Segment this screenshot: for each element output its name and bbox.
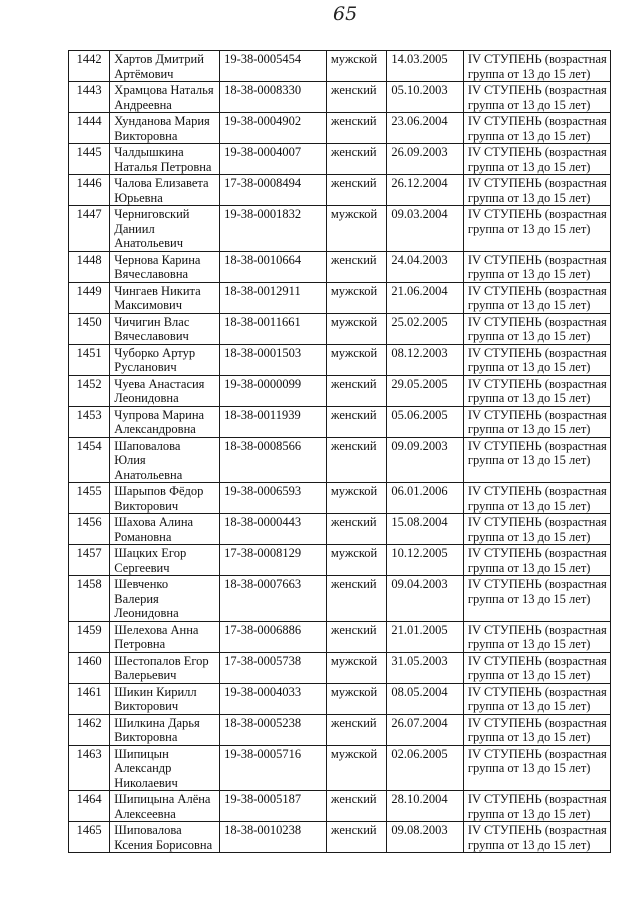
name-line: Шарыпов Фёдор [114,484,204,498]
birth-date-cell: 28.10.2004 [387,791,464,822]
level-line: IV СТУПЕНЬ (возрастная [467,653,607,668]
gender-cell: мужской [326,745,386,791]
name-line: Хунданова Мария [114,114,210,128]
level-line: группа от 13 до 15 лет) [467,221,591,236]
row-number-cell: 1452 [69,375,110,406]
level-line: IV СТУПЕНЬ (возрастная [467,823,607,837]
birth-date-cell: 09.08.2003 [387,822,464,853]
name-line: Викторович [114,699,179,713]
level-line: группа от 13 до 15 лет) [467,453,591,467]
gender-cell: женский [326,251,386,282]
name-line: Викторовна [114,730,178,744]
participants-table [68,50,611,853]
id-code-cell: 19-38-0004902 [220,113,327,144]
full-name-cell [110,206,220,252]
name-line: Шестопалов Егор [114,653,209,668]
name-line: Викторовна [114,128,178,143]
level-line: IV СТУПЕНЬ (возрастная [467,176,607,190]
level-cell [463,406,610,437]
name-line: Александр [114,761,172,775]
gender-cell: мужской [326,652,386,683]
name-line: Анатольевна [114,467,183,482]
name-line: Викторович [114,498,179,513]
name-line: Чуева Анастасия [114,376,205,391]
gender-cell: мужской [326,206,386,252]
level-cell [463,51,610,82]
row-number-cell: 1449 [69,282,110,313]
name-line: Артёмович [114,66,174,81]
level-line: IV СТУПЕНЬ (возрастная [467,376,607,391]
level-line: IV СТУПЕНЬ (возрастная [467,622,607,637]
birth-date-cell: 10.12.2005 [387,545,464,576]
id-code-cell: 19-38-0005454 [220,51,327,82]
table-row [69,82,611,113]
id-code-cell: 18-38-0011661 [220,313,327,344]
level-cell [463,82,610,113]
name-line: Чингаев Никита [114,283,201,298]
table-row [69,206,611,252]
level-cell [463,437,610,483]
name-line: Леонидовна [114,606,179,620]
name-line: Шевченко [114,577,169,591]
table-row [69,745,611,791]
birth-date-cell: 26.09.2003 [387,144,464,175]
level-cell [463,483,610,514]
row-number-cell: 1460 [69,652,110,683]
name-line: Шаповалова [114,438,181,453]
name-line: Русланович [114,360,177,374]
full-name-cell [110,714,220,745]
full-name-cell [110,375,220,406]
gender-cell: мужской [326,51,386,82]
gender-cell: женский [326,714,386,745]
level-line: группа от 13 до 15 лет) [467,498,591,513]
birth-date-cell: 25.02.2005 [387,313,464,344]
level-cell [463,683,610,714]
row-number-cell: 1444 [69,113,110,144]
level-line: IV СТУПЕНЬ (возрастная [467,577,607,591]
level-line: IV СТУПЕНЬ (возрастная [467,207,607,221]
id-code-cell: 18-38-0010238 [220,822,327,853]
level-line: группа от 13 до 15 лет) [467,668,591,682]
level-line: группа от 13 до 15 лет) [467,837,591,852]
gender-cell: женский [326,375,386,406]
table-row [69,113,611,144]
birth-date-cell: 23.06.2004 [387,113,464,144]
level-cell [463,175,610,206]
level-cell [463,282,610,313]
gender-cell: женский [326,113,386,144]
table-row [69,144,611,175]
table-row [69,714,611,745]
id-code-cell: 19-38-0006593 [220,483,327,514]
row-number-cell: 1447 [69,206,110,252]
birth-date-cell: 29.05.2005 [387,375,464,406]
row-number-cell: 1455 [69,483,110,514]
birth-date-cell: 21.01.2005 [387,621,464,652]
level-line: IV СТУПЕНЬ (возрастная [467,145,607,159]
name-line: Чуборко Артур [114,345,196,360]
level-line: группа от 13 до 15 лет) [467,66,591,81]
level-line: группа от 13 до 15 лет) [467,360,591,374]
row-number-cell: 1446 [69,175,110,206]
table-row [69,282,611,313]
full-name-cell [110,113,220,144]
level-cell [463,251,610,282]
row-number-cell: 1461 [69,683,110,714]
name-line: Чернова Карина [114,252,201,267]
row-number-cell: 1462 [69,714,110,745]
level-cell [463,375,610,406]
gender-cell: мужской [326,683,386,714]
full-name-cell [110,822,220,853]
gender-cell: мужской [326,344,386,375]
gender-cell: женский [326,175,386,206]
level-line: группа от 13 до 15 лет) [467,159,591,174]
id-code-cell: 19-38-0005716 [220,745,327,791]
table-row [69,344,611,375]
name-line: Шилкина Дарья [114,715,200,730]
gender-cell: женский [326,437,386,483]
birth-date-cell: 08.05.2004 [387,683,464,714]
level-line: IV СТУПЕНЬ (возрастная [467,52,607,66]
name-line: Черниговский [114,207,190,221]
name-line: Алексеевна [114,806,176,821]
full-name-cell [110,652,220,683]
id-code-cell: 18-38-0008330 [220,82,327,113]
level-line: IV СТУПЕНЬ (возрастная [467,715,607,730]
row-number-cell: 1443 [69,82,110,113]
participants-table-body [69,51,611,853]
birth-date-cell: 24.04.2003 [387,251,464,282]
level-line: группа от 13 до 15 лет) [467,128,591,143]
full-name-cell [110,313,220,344]
level-line: группа от 13 до 15 лет) [467,761,591,775]
level-cell [463,621,610,652]
row-number-cell: 1448 [69,251,110,282]
name-line: Храмцова Наталья [114,83,214,97]
id-code-cell: 18-38-0007663 [220,576,327,622]
level-cell [463,791,610,822]
name-line: Вячеславович [114,329,189,343]
name-line: Сергеевич [114,560,170,575]
level-cell [463,745,610,791]
level-line: IV СТУПЕНЬ (возрастная [467,746,607,761]
level-line: группа от 13 до 15 лет) [467,560,591,575]
full-name-cell [110,745,220,791]
level-line: IV СТУПЕНЬ (возрастная [467,792,607,806]
id-code-cell: 18-38-0012911 [220,282,327,313]
name-line: Андреевна [114,97,172,112]
name-line: Шелехова Анна [114,622,199,637]
row-number-cell: 1453 [69,406,110,437]
row-number-cell: 1457 [69,545,110,576]
birth-date-cell: 15.08.2004 [387,514,464,545]
name-line: Максимович [114,298,182,312]
level-line: группа от 13 до 15 лет) [467,391,591,405]
level-line: IV СТУПЕНЬ (возрастная [467,83,607,97]
level-line: группа от 13 до 15 лет) [467,529,591,544]
level-cell [463,144,610,175]
row-number-cell: 1456 [69,514,110,545]
level-cell [463,545,610,576]
table-row [69,51,611,82]
table-row [69,313,611,344]
level-cell [463,344,610,375]
level-cell [463,514,610,545]
table-row [69,652,611,683]
name-line: Юлия [114,453,146,467]
level-cell [463,652,610,683]
full-name-cell [110,437,220,483]
gender-cell: мужской [326,313,386,344]
id-code-cell: 17-38-0006886 [220,621,327,652]
gender-cell: женский [326,514,386,545]
id-code-cell: 17-38-0008494 [220,175,327,206]
id-code-cell: 19-38-0000099 [220,375,327,406]
birth-date-cell: 08.12.2003 [387,344,464,375]
birth-date-cell: 09.04.2003 [387,576,464,622]
full-name-cell [110,282,220,313]
full-name-cell [110,791,220,822]
level-line: IV СТУПЕНЬ (возрастная [467,114,607,128]
birth-date-cell: 31.05.2003 [387,652,464,683]
name-line: Шацких Егор [114,546,187,560]
row-number-cell: 1459 [69,621,110,652]
id-code-cell: 19-38-0004033 [220,683,327,714]
level-line: IV СТУПЕНЬ (возрастная [467,438,607,453]
id-code-cell: 18-38-0000443 [220,514,327,545]
birth-date-cell: 21.06.2004 [387,282,464,313]
birth-date-cell: 06.01.2006 [387,483,464,514]
name-line: Юрьевна [114,190,163,205]
level-line: группа от 13 до 15 лет) [467,806,591,821]
level-line: IV СТУПЕНЬ (возрастная [467,283,607,298]
name-line: Шипицын [114,746,169,761]
gender-cell: мужской [326,483,386,514]
id-code-cell: 18-38-0005238 [220,714,327,745]
table-row [69,545,611,576]
level-line: группа от 13 до 15 лет) [467,591,591,606]
level-cell [463,822,610,853]
table-row [69,251,611,282]
full-name-cell [110,621,220,652]
name-line: Вячеславовна [114,267,189,281]
id-code-cell: 18-38-0001503 [220,344,327,375]
name-line: Даниил [114,221,155,236]
table-row [69,437,611,483]
level-line: группа от 13 до 15 лет) [467,97,591,112]
table-row [69,621,611,652]
birth-date-cell: 26.12.2004 [387,175,464,206]
name-line: Хартов Дмитрий [114,52,204,66]
birth-date-cell: 05.10.2003 [387,82,464,113]
name-line: Чичигин Влас [114,314,190,329]
row-number-cell: 1442 [69,51,110,82]
name-line: Наталья Петровна [114,159,212,174]
name-line: Чалдышкина [114,145,184,159]
full-name-cell [110,82,220,113]
table-row [69,683,611,714]
name-line: Чупрова Марина [114,407,205,422]
name-line: Леонидовна [114,391,179,405]
table-row [69,514,611,545]
full-name-cell [110,406,220,437]
name-line: Николаевич [114,775,178,790]
name-line: Петровна [114,637,166,651]
level-line: группа от 13 до 15 лет) [467,699,591,713]
gender-cell: женский [326,406,386,437]
level-line: группа от 13 до 15 лет) [467,422,591,436]
full-name-cell [110,51,220,82]
gender-cell: женский [326,791,386,822]
full-name-cell [110,514,220,545]
gender-cell: женский [326,144,386,175]
level-line: группа от 13 до 15 лет) [467,329,591,343]
full-name-cell [110,175,220,206]
name-line: Шикин Кирилл [114,684,197,699]
name-line: Романовна [114,529,172,544]
gender-cell: женский [326,822,386,853]
level-cell [463,576,610,622]
id-code-cell: 18-38-0010664 [220,251,327,282]
id-code-cell: 18-38-0008566 [220,437,327,483]
level-line: IV СТУПЕНЬ (возрастная [467,684,607,699]
row-number-cell: 1450 [69,313,110,344]
page-number: 65 [333,3,358,25]
full-name-cell [110,344,220,375]
full-name-cell [110,251,220,282]
level-line: IV СТУПЕНЬ (возрастная [467,252,607,267]
table-row [69,375,611,406]
level-line: группа от 13 до 15 лет) [467,730,591,744]
birth-date-cell: 14.03.2005 [387,51,464,82]
row-number-cell: 1445 [69,144,110,175]
id-code-cell: 19-38-0004007 [220,144,327,175]
level-line: IV СТУПЕНЬ (возрастная [467,314,607,329]
table-row [69,822,611,853]
full-name-cell [110,144,220,175]
name-line: Шипицына Алёна [114,792,211,806]
birth-date-cell: 26.07.2004 [387,714,464,745]
name-line: Шахова Алина [114,515,194,529]
gender-cell: женский [326,576,386,622]
name-line: Александровна [114,422,196,436]
row-number-cell: 1463 [69,745,110,791]
level-cell [463,714,610,745]
full-name-cell [110,683,220,714]
gender-cell: женский [326,621,386,652]
row-number-cell: 1464 [69,791,110,822]
name-line: Валерия [114,591,159,606]
birth-date-cell: 02.06.2005 [387,745,464,791]
row-number-cell: 1458 [69,576,110,622]
level-cell [463,113,610,144]
level-line: группа от 13 до 15 лет) [467,267,591,281]
id-code-cell: 17-38-0005738 [220,652,327,683]
id-code-cell: 17-38-0008129 [220,545,327,576]
level-cell [463,313,610,344]
id-code-cell: 18-38-0011939 [220,406,327,437]
table-row [69,175,611,206]
birth-date-cell: 05.06.2005 [387,406,464,437]
gender-cell: мужской [326,282,386,313]
level-line: IV СТУПЕНЬ (возрастная [467,546,607,560]
gender-cell: мужской [326,545,386,576]
name-line: Ксения Борисовна [114,837,213,852]
table-row [69,406,611,437]
name-line: Анатольевич [114,236,183,250]
level-cell [463,206,610,252]
row-number-cell: 1454 [69,437,110,483]
birth-date-cell: 09.03.2004 [387,206,464,252]
full-name-cell [110,483,220,514]
level-line: группа от 13 до 15 лет) [467,637,591,651]
table-row [69,483,611,514]
full-name-cell [110,545,220,576]
name-line: Валерьевич [114,668,177,682]
name-line: Шиповалова [114,823,182,837]
table-row [69,576,611,622]
table-row [69,791,611,822]
level-line: IV СТУПЕНЬ (возрастная [467,484,607,498]
birth-date-cell: 09.09.2003 [387,437,464,483]
row-number-cell: 1451 [69,344,110,375]
level-line: IV СТУПЕНЬ (возрастная [467,345,607,360]
row-number-cell: 1465 [69,822,110,853]
name-line: Чалова Елизавета [114,176,209,190]
level-line: группа от 13 до 15 лет) [467,298,591,312]
level-line: группа от 13 до 15 лет) [467,190,591,205]
id-code-cell: 19-38-0005187 [220,791,327,822]
full-name-cell [110,576,220,622]
level-line: IV СТУПЕНЬ (возрастная [467,407,607,422]
gender-cell: женский [326,82,386,113]
id-code-cell: 19-38-0001832 [220,206,327,252]
level-line: IV СТУПЕНЬ (возрастная [467,515,607,529]
